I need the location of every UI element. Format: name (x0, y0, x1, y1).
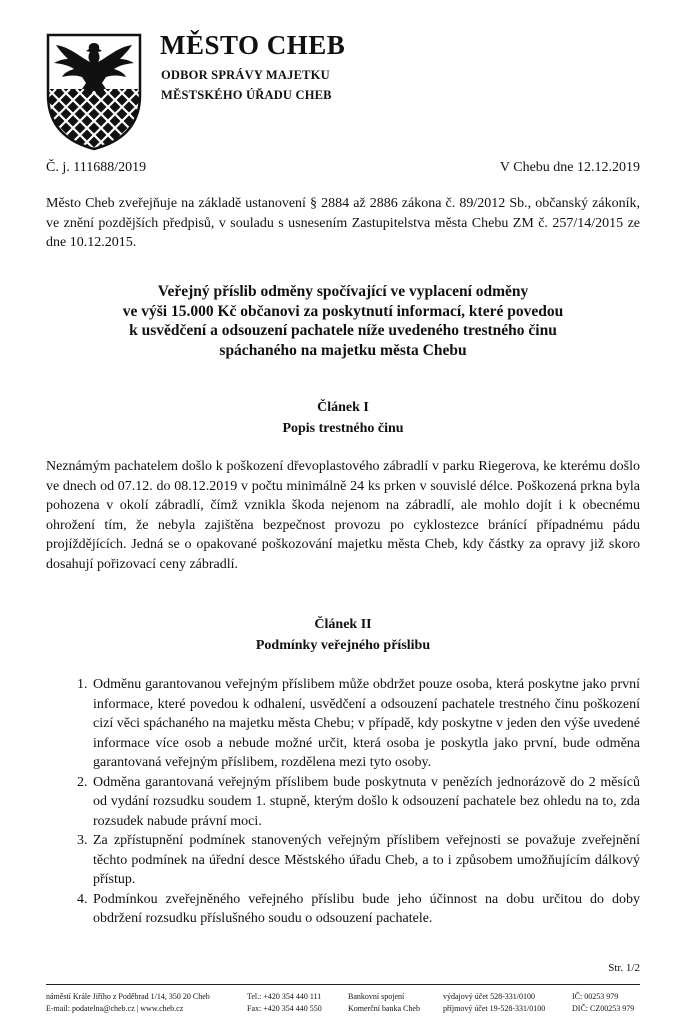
footer-phone-block (247, 991, 322, 1015)
article-1-text: Neznámým pachatelem došlo k poškození dřevoplastového zábradlí v parku Riegerova, ke kterému došlo ve dnech od 07.12. do 08.12.2019 v počtu minimálně 24 ks prken v souvislé délce. Poškozená prkna byla pohozena v okolí zábradlí, čímž vznikla škoda nejenom na zábradlí, ale mohlo dojít i k obecnému ohrožení tím, že nebyla zajištěna bezpečnost provozu po cyklostezce bránící případnému pádu projíždějících. Jedná se o opakované poškozování majetku města Cheb, kdy částky za opravy již skoro dosahují pořizovací ceny zábradlí. (46, 459, 640, 572)
list-item: 3. Za zpřístupnění podmínek stanovených veřejným příslibem veřejnosti se považuje zveřejnění těchto podmínek na úřední desce Městského úřadu Cheb, a to i způsobem umožňujícím dálkový přístup. (91, 831, 640, 890)
footer-tel: Tel.: +420 354 440 111 (247, 992, 322, 1001)
footer-bank-block (348, 991, 420, 1015)
list-item: 4. Podmínkou zveřejněného veřejného příslibu bude jeho účinnost na dobu určitou do doby obdržení rozsudku příslušného soudu o odsouzení pachatele. (91, 890, 640, 929)
footer-email-web: E-mail: podatelna@cheb.cz | www.cheb.cz (46, 1004, 184, 1013)
document-heading (46, 282, 640, 360)
department-name: ODBOR SPRÁVY MAJETKU (161, 68, 330, 82)
footer-fax: Fax: +420 354 440 550 (247, 1004, 322, 1013)
article-2-header (46, 614, 640, 656)
article-2-heading: Podmínky veřejného příslibu (255, 638, 431, 653)
office-name: MĚSTSKÉHO ÚŘADU CHEB (161, 88, 332, 102)
footer-dic: DIČ: CZ00253 979 (572, 1004, 635, 1013)
footer-account-in: příjmový účet 19-528-331/0100 (443, 1004, 546, 1013)
footer-ic: IČ: 00253 979 (572, 992, 619, 1001)
footer-divider (46, 984, 640, 985)
intro-paragraph: Město Cheb zveřejňuje na základě ustanovení § 2884 až 2886 zákona č. 89/2012 Sb., občanský zákoník, ve znění pozdějších předpisů, v souladu s usnesením Zastupitelstva města Chebu ZM č. 257/14/2015 ze dne 10.12.2015. (46, 196, 640, 250)
city-coat-of-arms-logo (46, 33, 142, 151)
heading-line: ve výši 15.000 Kč občanovi za poskytnutí informací, které povedou (122, 302, 564, 320)
footer-bank-label: Bankovní spojení (348, 992, 405, 1001)
article-1-header (46, 397, 640, 439)
heading-line: spáchaného na majetku města Chebu (219, 341, 467, 359)
article-1-heading: Popis trestného činu (282, 421, 404, 436)
footer-account-out: výdajový účet 528-331/0100 (443, 992, 535, 1001)
heading-line: Veřejný příslib odměny spočívající ve vyplacení odměny (157, 283, 529, 300)
reference-number: Č. j. 111688/2019 (46, 160, 147, 175)
list-item: 2. Odměna garantovaná veřejným příslibem bude poskytnuta v penězích jednorázově do 2 měsíců od vydání rozsudku soudem 1. stupně, kterým došlo k odsouzení pachatele bez ohledu na to, zda rozsudek nabude právní moci. (91, 773, 640, 832)
document-date: V Chebu dne 12.12.2019 (499, 160, 640, 175)
footer-address-block (46, 991, 210, 1015)
conditions-list (46, 675, 640, 929)
footer-bank-name: Komerční banka Cheb (348, 1004, 420, 1013)
article-2-number: Článek II (314, 617, 372, 632)
list-item: 1. Odměnu garantovanou veřejným příslibem může obdržet pouze osoba, která poskytne jako první informace, které povedou k odhalení, usvědčení a odsouzení pachatele trestného činu poškození cizí věci spáchaného na majetku města Chebu; v případě, kdy poskytne v jeden den výše uvedené informace více osob a nebude možné určit, která osoba je poskytla jako první, bude odměna garantovaná veřejným příslibem, rozdělena mezi tyto osoby. (91, 675, 640, 773)
page-number: Str. 1/2 (608, 962, 640, 974)
footer-id-block (572, 991, 634, 1015)
footer-address: náměstí Krále Jiřího z Poděbrad 1/14, 350 20 Cheb (46, 992, 210, 1001)
article-1-number: Článek I (317, 400, 369, 415)
page-title: MĚSTO CHEB (160, 30, 346, 60)
heading-line: k usvědčení a odsouzení pachatele níže uvedeného trestného činu (129, 322, 557, 339)
footer-account-block (443, 991, 545, 1015)
reference-line (46, 160, 640, 176)
